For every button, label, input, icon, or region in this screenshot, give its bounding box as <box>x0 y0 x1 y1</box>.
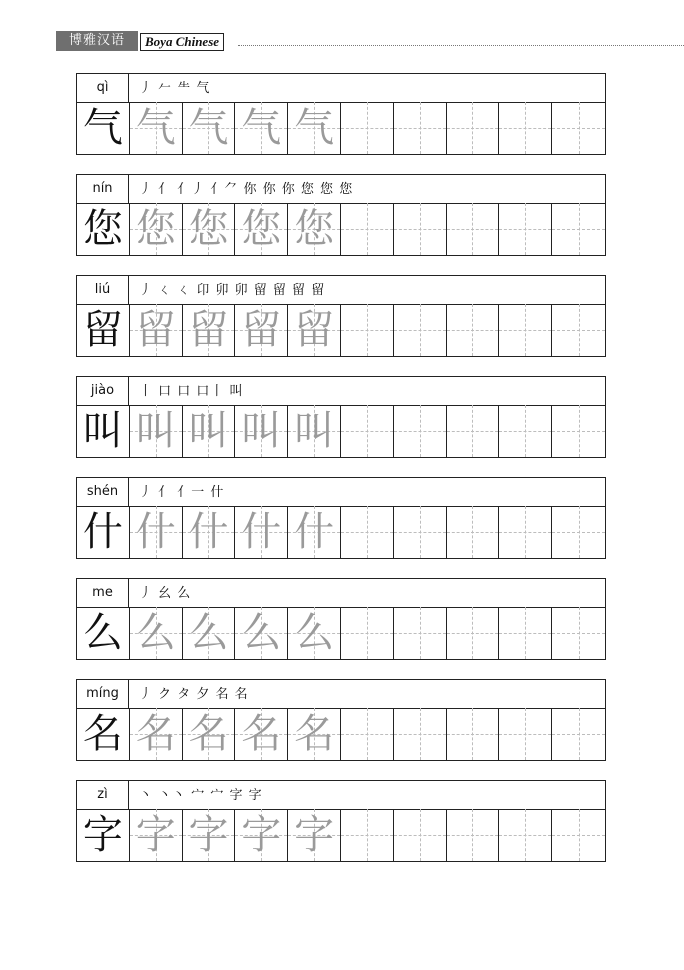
trace-character-cell <box>288 708 341 760</box>
practice-block <box>76 477 606 559</box>
trace-character: 您 <box>135 206 176 252</box>
empty-practice-cell <box>447 809 500 861</box>
writing-grid <box>77 203 605 255</box>
practice-header-row <box>77 74 605 103</box>
trace-character: 么 <box>188 610 229 656</box>
practice-block <box>76 780 606 862</box>
guide-line-horizontal <box>447 633 499 634</box>
practice-block <box>76 174 606 256</box>
trace-character: 字 <box>135 812 176 858</box>
trace-character: 名 <box>188 711 229 757</box>
trace-character: 留 <box>241 307 282 353</box>
trace-character-cell <box>183 708 236 760</box>
trace-character: 您 <box>294 206 335 252</box>
pinyin-label: qì <box>77 74 129 102</box>
empty-practice-cell <box>552 607 605 659</box>
empty-practice-cell <box>447 203 500 255</box>
trace-character-cell <box>288 405 341 457</box>
pinyin-label: me <box>77 579 129 607</box>
model-character: 您 <box>82 206 123 252</box>
page-header <box>56 31 684 51</box>
empty-practice-cell <box>447 405 500 457</box>
model-character-cell <box>77 304 130 356</box>
practice-block <box>76 578 606 660</box>
writing-grid <box>77 102 605 154</box>
guide-line-horizontal <box>447 734 499 735</box>
model-character: 留 <box>82 307 123 353</box>
trace-character: 叫 <box>135 408 176 454</box>
practice-block <box>76 376 606 458</box>
trace-character: 叫 <box>188 408 229 454</box>
guide-line-horizontal <box>552 633 605 634</box>
trace-character: 气 <box>188 105 229 151</box>
empty-practice-cell <box>394 809 447 861</box>
trace-character-cell <box>288 809 341 861</box>
empty-practice-cell <box>447 607 500 659</box>
trace-character-cell <box>288 203 341 255</box>
model-character-cell <box>77 102 130 154</box>
guide-line-horizontal <box>447 835 499 836</box>
trace-character-cell <box>183 809 236 861</box>
empty-practice-cell <box>341 304 394 356</box>
trace-character-cell <box>183 304 236 356</box>
empty-practice-cell <box>394 405 447 457</box>
trace-character-cell <box>183 203 236 255</box>
writing-grid <box>77 708 605 760</box>
trace-character: 字 <box>241 812 282 858</box>
trace-character-cell <box>183 405 236 457</box>
model-character: 名 <box>82 711 123 757</box>
trace-character-cell <box>235 304 288 356</box>
trace-character: 名 <box>241 711 282 757</box>
pinyin-label: jiào <box>77 377 129 405</box>
model-character-cell <box>77 203 130 255</box>
trace-character: 您 <box>188 206 229 252</box>
guide-line-horizontal <box>394 734 446 735</box>
guide-line-horizontal <box>499 532 551 533</box>
brand-label-english: Boya Chinese <box>140 33 224 51</box>
model-character: 么 <box>82 610 123 656</box>
trace-character-cell <box>288 304 341 356</box>
empty-practice-cell <box>394 203 447 255</box>
trace-character-cell <box>288 607 341 659</box>
guide-line-horizontal <box>341 330 393 331</box>
trace-character: 名 <box>294 711 335 757</box>
empty-practice-cell <box>499 708 552 760</box>
trace-character-cell <box>235 809 288 861</box>
guide-line-horizontal <box>552 431 605 432</box>
trace-character-cell <box>288 102 341 154</box>
stroke-order-sequence: 丿 ⺓ 么 <box>139 586 192 601</box>
trace-character-cell <box>183 607 236 659</box>
trace-character-cell <box>235 102 288 154</box>
empty-practice-cell <box>394 708 447 760</box>
pinyin-label: míng <box>77 680 129 708</box>
trace-character: 叫 <box>294 408 335 454</box>
guide-line-horizontal <box>394 633 446 634</box>
guide-line-horizontal <box>499 128 551 129</box>
trace-character: 留 <box>294 307 335 353</box>
trace-character: 留 <box>135 307 176 353</box>
stroke-order-sequence: 丶 丶丶 宀 宀 字 字 <box>139 788 263 803</box>
guide-line-horizontal <box>341 835 393 836</box>
guide-line-horizontal <box>552 229 605 230</box>
trace-character: 什 <box>188 509 229 555</box>
guide-line-horizontal <box>499 431 551 432</box>
guide-line-horizontal <box>341 734 393 735</box>
pinyin-label: liú <box>77 276 129 304</box>
guide-line-horizontal <box>447 229 499 230</box>
empty-practice-cell <box>341 607 394 659</box>
stroke-order-sequence: 丿 ク タ 夕 名 名 <box>139 687 249 702</box>
empty-practice-cell <box>499 203 552 255</box>
trace-character: 么 <box>135 610 176 656</box>
practice-header-row <box>77 478 605 507</box>
practice-header-row <box>77 781 605 810</box>
brand-label-chinese: 博雅汉语 <box>56 31 138 51</box>
guide-line-horizontal <box>552 835 605 836</box>
model-character: 字 <box>82 812 123 858</box>
trace-character: 什 <box>135 509 176 555</box>
empty-practice-cell <box>447 708 500 760</box>
guide-line-horizontal <box>499 734 551 735</box>
empty-practice-cell <box>447 102 500 154</box>
practice-block <box>76 73 606 155</box>
practice-header-row <box>77 175 605 204</box>
guide-line-horizontal <box>394 431 446 432</box>
empty-practice-cell <box>552 304 605 356</box>
trace-character: 您 <box>241 206 282 252</box>
stroke-order-sequence: 丿 ㄑ ㄑ 卬 卯 卯 留 留 留 留 <box>139 283 326 298</box>
stroke-order-sequence: 丿 𠂉 ⺧ 气 <box>139 81 211 96</box>
empty-practice-cell <box>552 102 605 154</box>
empty-practice-cell <box>499 102 552 154</box>
practice-block <box>76 679 606 761</box>
empty-practice-cell <box>499 506 552 558</box>
stroke-order-sequence: 丿 亻 亻丿 亻⺈ 你 你 你 您 您 您 <box>139 182 354 197</box>
empty-practice-cell <box>499 405 552 457</box>
model-character-cell <box>77 405 130 457</box>
empty-practice-cell <box>552 809 605 861</box>
trace-character-cell <box>130 304 183 356</box>
empty-practice-cell <box>341 708 394 760</box>
empty-practice-cell <box>394 304 447 356</box>
practice-header-row <box>77 579 605 608</box>
stroke-order-sequence: 丨 口 口 口丨 叫 <box>139 384 244 399</box>
empty-practice-cell <box>499 304 552 356</box>
practice-header-row <box>77 680 605 709</box>
trace-character-cell <box>130 203 183 255</box>
stroke-order-sequence: 丿 亻 亻一 什 <box>139 485 225 500</box>
writing-grid <box>77 809 605 861</box>
empty-practice-cell <box>447 506 500 558</box>
writing-grid <box>77 405 605 457</box>
guide-line-horizontal <box>341 532 393 533</box>
guide-line-horizontal <box>552 734 605 735</box>
model-character: 叫 <box>82 408 123 454</box>
trace-character: 什 <box>294 509 335 555</box>
empty-practice-cell <box>499 809 552 861</box>
guide-line-horizontal <box>499 633 551 634</box>
trace-character: 字 <box>294 812 335 858</box>
guide-line-horizontal <box>552 128 605 129</box>
empty-practice-cell <box>341 506 394 558</box>
empty-practice-cell <box>552 203 605 255</box>
pinyin-label: shén <box>77 478 129 506</box>
trace-character: 字 <box>188 812 229 858</box>
empty-practice-cell <box>341 809 394 861</box>
trace-character: 么 <box>294 610 335 656</box>
writing-grid <box>77 506 605 558</box>
guide-line-horizontal <box>394 835 446 836</box>
trace-character: 留 <box>188 307 229 353</box>
guide-line-horizontal <box>499 330 551 331</box>
guide-line-horizontal <box>447 330 499 331</box>
empty-practice-cell <box>341 405 394 457</box>
empty-practice-cell <box>341 102 394 154</box>
trace-character-cell <box>235 405 288 457</box>
empty-practice-cell <box>552 506 605 558</box>
trace-character: 气 <box>241 105 282 151</box>
empty-practice-cell <box>499 607 552 659</box>
model-character: 什 <box>82 509 123 555</box>
guide-line-horizontal <box>394 330 446 331</box>
model-character-cell <box>77 809 130 861</box>
trace-character-cell <box>130 708 183 760</box>
trace-character-cell <box>235 506 288 558</box>
trace-character-cell <box>130 607 183 659</box>
pinyin-label: nín <box>77 175 129 203</box>
guide-line-horizontal <box>447 532 499 533</box>
guide-line-horizontal <box>499 835 551 836</box>
trace-character-cell <box>183 102 236 154</box>
practice-header-row <box>77 377 605 406</box>
guide-line-horizontal <box>394 532 446 533</box>
trace-character: 气 <box>135 105 176 151</box>
trace-character: 名 <box>135 711 176 757</box>
empty-practice-cell <box>447 304 500 356</box>
trace-character-cell <box>235 607 288 659</box>
guide-line-horizontal <box>552 532 605 533</box>
model-character: 气 <box>82 105 123 151</box>
guide-line-horizontal <box>394 128 446 129</box>
practice-header-row <box>77 276 605 305</box>
guide-line-horizontal <box>394 229 446 230</box>
trace-character: 么 <box>241 610 282 656</box>
pinyin-label: zì <box>77 781 129 809</box>
trace-character-cell <box>235 708 288 760</box>
empty-practice-cell <box>341 203 394 255</box>
trace-character-cell <box>130 405 183 457</box>
model-character-cell <box>77 708 130 760</box>
guide-line-horizontal <box>552 330 605 331</box>
trace-character: 气 <box>294 105 335 151</box>
guide-line-horizontal <box>341 128 393 129</box>
trace-character: 什 <box>241 509 282 555</box>
empty-practice-cell <box>552 708 605 760</box>
guide-line-horizontal <box>341 633 393 634</box>
trace-character-cell <box>288 506 341 558</box>
empty-practice-cell <box>394 102 447 154</box>
trace-character-cell <box>130 809 183 861</box>
model-character-cell <box>77 607 130 659</box>
guide-line-horizontal <box>341 431 393 432</box>
guide-line-horizontal <box>341 229 393 230</box>
writing-grid <box>77 607 605 659</box>
trace-character-cell <box>235 203 288 255</box>
guide-line-horizontal <box>447 431 499 432</box>
trace-character-cell <box>130 102 183 154</box>
guide-line-horizontal <box>499 229 551 230</box>
trace-character-cell <box>130 506 183 558</box>
writing-grid <box>77 304 605 356</box>
empty-practice-cell <box>552 405 605 457</box>
guide-line-horizontal <box>447 128 499 129</box>
model-character-cell <box>77 506 130 558</box>
empty-practice-cell <box>394 607 447 659</box>
trace-character: 叫 <box>241 408 282 454</box>
practice-block <box>76 275 606 357</box>
trace-character-cell <box>183 506 236 558</box>
empty-practice-cell <box>394 506 447 558</box>
header-dotted-rule <box>238 45 684 46</box>
